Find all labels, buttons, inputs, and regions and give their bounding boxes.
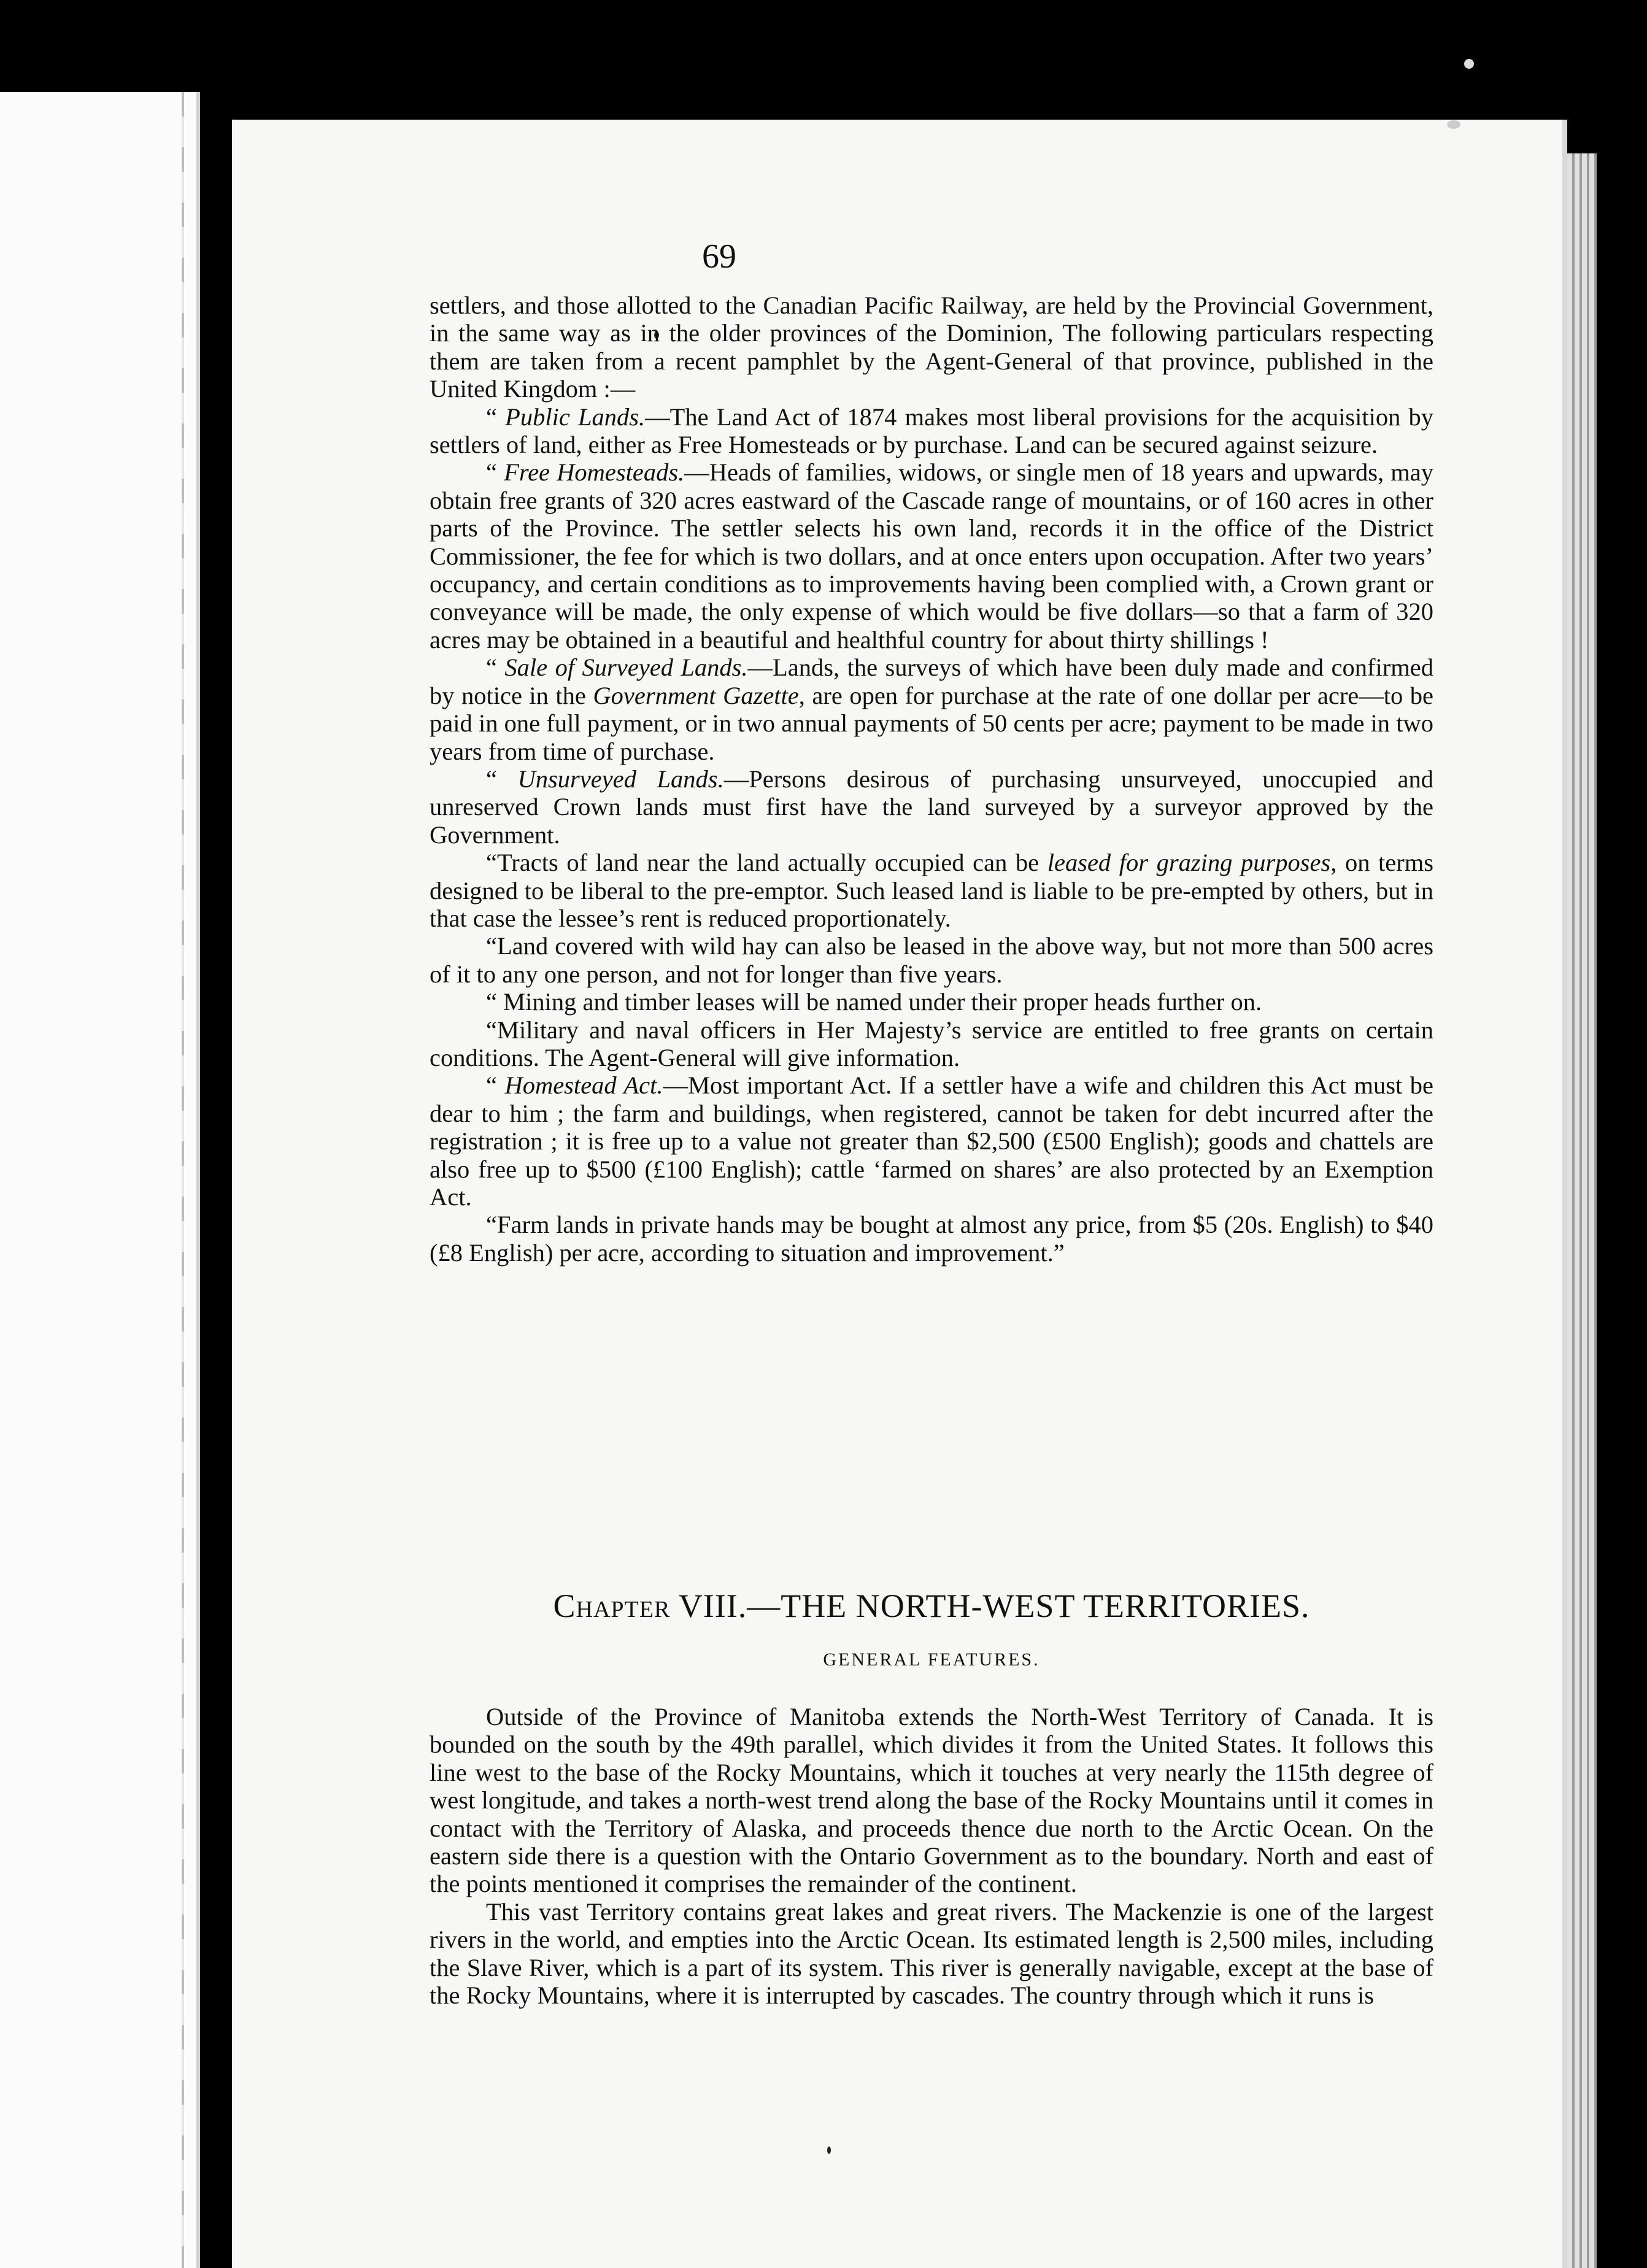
paragraph-heading: Public Lands. [505,403,646,431]
paragraph-text: —Lands, the surveys of which have been duly made and confirmed by notice in the [430,654,1433,709]
chapter-name: —THE NORTH-WEST TERRITORIES. [747,1587,1310,1624]
paragraph [430,458,1433,654]
opening-quote: “ [486,932,497,960]
chapter-label: Chapter VIII. [553,1587,747,1624]
paragraph-text: settlers, and those allotted to the Canadian Pacific Railway, are held by the Provincial Government, in the same way as in the older provinces of the Dominion, The following particulars respecting them are taken from a recent pamphlet by the Agent-General of that province, published in the United Kingdom :— [430,291,1433,403]
chapter-title [430,1589,1433,1622]
paragraph [430,403,1433,459]
opening-quote: “ [486,849,497,877]
paragraph-heading: Sale of Surveyed Lands. [504,654,748,682]
italic-phrase: leased for grazing purposes [1047,849,1331,877]
paragraph [430,932,1433,988]
left-page [0,92,200,2268]
paragraph [430,654,1433,765]
section-heading: GENERAL FEATURES. [823,1649,1040,1670]
ink-speck [1464,59,1474,69]
paragraph-heading: Unsurveyed Lands. [517,765,724,793]
opening-quote: “ [486,1211,497,1239]
paragraph [430,291,1433,403]
paragraph-text: Farm lands in private hands may be bought at almost any price, from $5 (20s. English) to $40 (£8 English) per acre, according to situation and improvement.” [430,1211,1433,1267]
paragraph-heading: Free Homesteads. [504,458,685,487]
left-page-edge [182,92,184,2268]
body-text [430,291,1433,1267]
opening-quote: “ [486,765,518,793]
paragraph [430,849,1433,932]
opening-quote: “ [486,458,504,487]
paragraph: This vast Territory contains great lakes and great rivers. The Mackenzie is one of the largest rivers in the world, and empties into the Arctic Ocean. Its estimated length is 2,500 miles, including the Slave River, which is a part of its system. This river is generally navigable, except at the base of the Rocky Mountains, where it is interrupted by cascades. The country through which it runs is [430,1897,1433,2010]
opening-quote: “ [486,988,504,1016]
paragraph-text: Land covered with wild hay can also be leased in the above way, but not more than 500 acres of it to any one person, and not for longer than five years. [430,932,1433,988]
paragraph-text: —The Land Act of 1874 makes most liberal provisions for the acquisition by settlers of land, either as Free Homesteads or by purchase. Land can be secured against seizure. [430,403,1433,459]
paragraph [430,1071,1433,1211]
paragraph-text: —Most important Act. If a settler have a wife and children this Act must be dear to him ; the farm and buildings, when registered, cannot be taken for debt incurred after the registration ; it is free up to a value not greater than $2,500 (£500 English); goods and chattels are also free up to $500 (£100 English); cattle ‘farmed on shares’ are also protected by an Exemption Act. [430,1071,1433,1211]
ink-speck [827,2146,831,2154]
paragraph-heading: Homestead Act. [504,1071,663,1100]
paragraph [430,1016,1433,1072]
paragraph [430,765,1433,849]
paragraph-text: —Persons desirous of purchasing unsurveyed, unoccupied and unreserved Crown lands must first have the land surveyed by a surveyor approved by the Government. [430,765,1433,849]
paragraph-text: Military and naval officers in Her Majesty’s service are entitled to free grants on certain conditions. The Agent-General will give information. [430,1016,1433,1071]
ink-speck [1447,120,1460,129]
paragraph: Outside of the Province of Manitoba extends the North-West Territory of Canada. It is bounded on the south by the 49th parallel, which divides it from the United States. It follows this line west to the base of the Rocky Mountains, which it touches at very nearly the 115th degree of west longitude, and takes a north-west trend along the base of the Rocky Mountains until it comes in contact with the Territory of Alaska, and proceeds thence due north to the Arctic Ocean. On the eastern side there is a question with the Ontario Government as to the boundary. North and east of the points mentioned it comprises the remainder of the continent. [430,1703,1433,1898]
opening-quote: “ [486,654,505,682]
paragraph-text: Tracts of land near the land actually occupied can be [496,849,1047,877]
paragraph-text-continued: , are open for purchase at the rate of one dollar per acre—to be paid in one full payment, or in two annual payments of 50 cents per acre; payment to be made in two years from time of purchase. [430,681,1433,765]
page-number: 69 [702,237,736,276]
italic-phrase: Government Gazette [593,681,799,709]
opening-quote: “ [486,1016,497,1044]
paragraph-text: —Heads of families, widows, or single men of 18 years and upwards, may obtain free grants of 320 acres eastward of the Cascade range of mountains, or of 160 acres in other parts of the Province. The settler selects his own land, records it in the office of the District Commissioner, the fee for which is two dollars, and at once enters upon occupation. After two years’ occupancy, and certain conditions as to improvements having been complied with, a Crown grant or conveyance will be made, the only expense of which would be five dollars—so that a farm of 320 acres may be obtained in a beautiful and healthful country for about thirty shillings ! [430,458,1434,654]
opening-quote: “ [486,1071,505,1100]
page-stack-edge [1567,153,1597,2268]
opening-quote: “ [486,403,506,431]
paragraph-text: Mining and timber leases will be named under their proper heads further on. [503,988,1262,1016]
paragraph [430,988,1433,1016]
paragraph [430,1211,1433,1267]
body-text-section [430,1703,1433,2009]
paragraph-text-continued: , on terms designed to be liberal to the pre-emptor. Such leased land is liable to be pre-empted by others, but in that case the lessee’s rent is reduced proportionately. [430,849,1434,932]
